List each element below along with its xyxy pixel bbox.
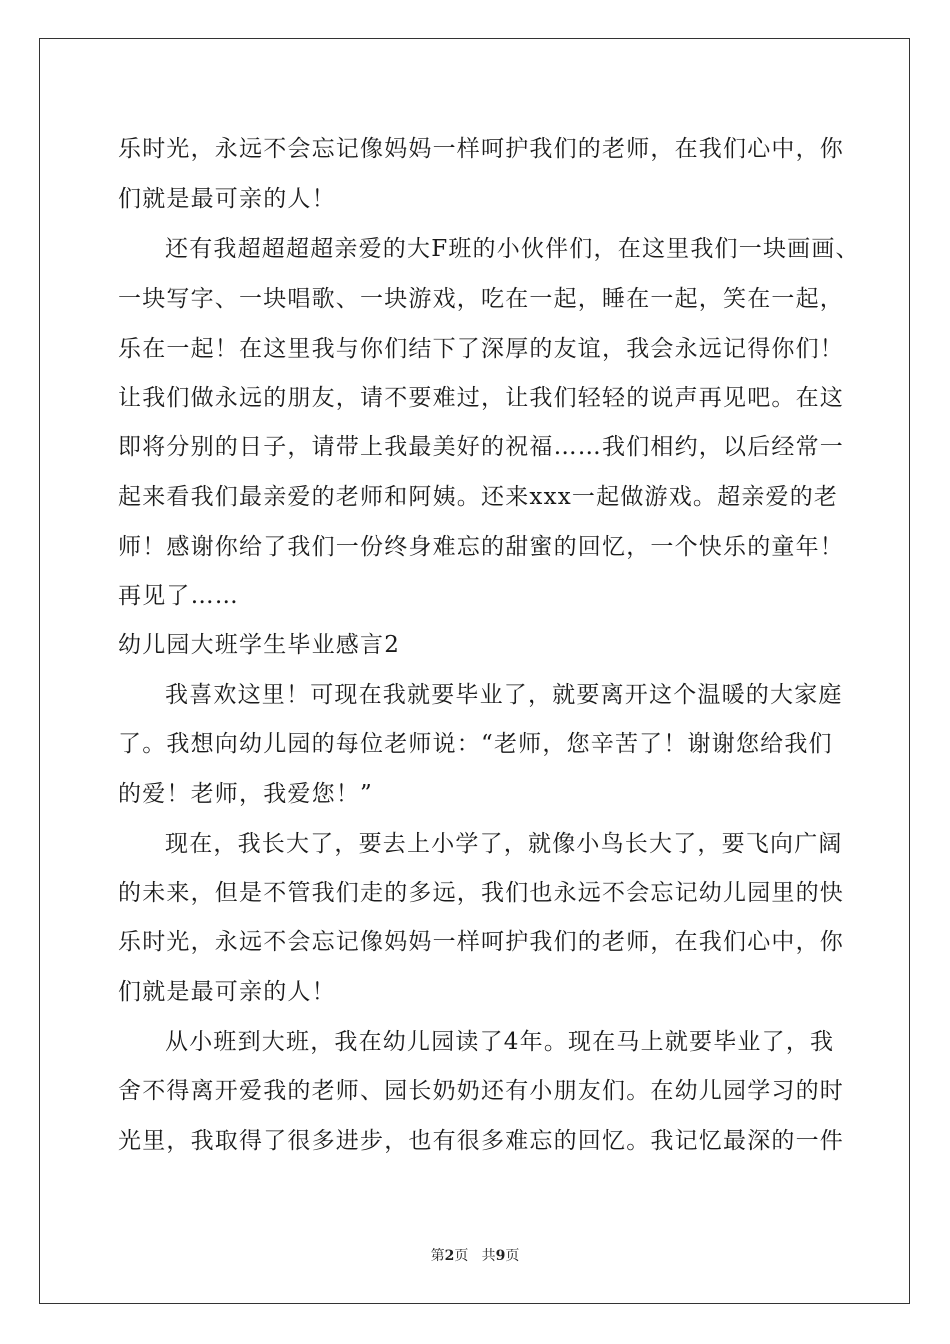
section-heading: 幼儿园大班学生毕业感言2 <box>118 632 401 658</box>
text-line: 一块写字、一块唱歌、一块游戏，吃在一起，睡在一起，笑在一起， <box>118 286 844 312</box>
paragraph-start: 我喜欢这里！可现在我就要毕业了，就要离开这个温暖的大家庭 <box>165 682 843 708</box>
text-line: 让我们做永远的朋友，请不要难过，让我们轻轻的说声再见吧。在这 <box>118 385 844 411</box>
text-line: 师！感谢你给了我们一份终身难忘的甜蜜的回忆，一个快乐的童年！ <box>118 534 844 560</box>
page-footer <box>0 1246 950 1266</box>
text-line: 乐在一起！在这里我与你们结下了深厚的友谊，我会永远记得你们！ <box>118 336 844 362</box>
text-line: 再见了…… <box>118 583 239 609</box>
text-line: 的爱！老师，我爱您！” <box>118 781 373 807</box>
total-prefix: 共 <box>481 1248 496 1264</box>
text-line: 即将分别的日子，请带上我最美好的祝福……我们相约，以后经常一 <box>118 434 844 460</box>
page-suffix: 页 <box>454 1248 469 1264</box>
text-line: 了。我想向幼儿园的每位老师说：“老师，您辛苦了！谢谢您给我们 <box>118 731 833 757</box>
paragraph-start: 从小班到大班，我在幼儿园读了4年。现在马上就要毕业了，我 <box>165 1029 835 1055</box>
text-line: 乐时光，永远不会忘记像妈妈一样呵护我们的老师，在我们心中，你 <box>118 929 844 955</box>
text-line: 舍不得离开爱我的老师、园长奶奶还有小朋友们。在幼儿园学习的时 <box>118 1078 844 1104</box>
total-pages: 9 <box>495 1248 506 1264</box>
page-prefix: 第 <box>430 1248 445 1264</box>
page-border <box>39 38 910 1304</box>
text-line: 们就是最可亲的人！ <box>118 186 336 212</box>
text-line: 的未来，但是不管我们走的多远，我们也永远不会忘记幼儿园里的快 <box>118 880 844 906</box>
text-line: 们就是最可亲的人！ <box>118 979 336 1005</box>
total-suffix: 页 <box>505 1248 520 1264</box>
text-line: 乐时光，永远不会忘记像妈妈一样呵护我们的老师，在我们心中，你 <box>118 136 844 162</box>
paragraph-start: 还有我超超超超亲爱的大F班的小伙伴们，在这里我们一块画画、 <box>165 236 860 262</box>
text-line: 光里，我取得了很多进步，也有很多难忘的回忆。我记忆最深的一件 <box>118 1128 844 1154</box>
paragraph-start: 现在，我长大了，要去上小学了，就像小鸟长大了，要飞向广阔 <box>165 831 843 857</box>
page-number: 2 <box>444 1248 455 1264</box>
text-line: 起来看我们最亲爱的老师和阿姨。还来xxx一起做游戏。超亲爱的老 <box>118 484 839 510</box>
